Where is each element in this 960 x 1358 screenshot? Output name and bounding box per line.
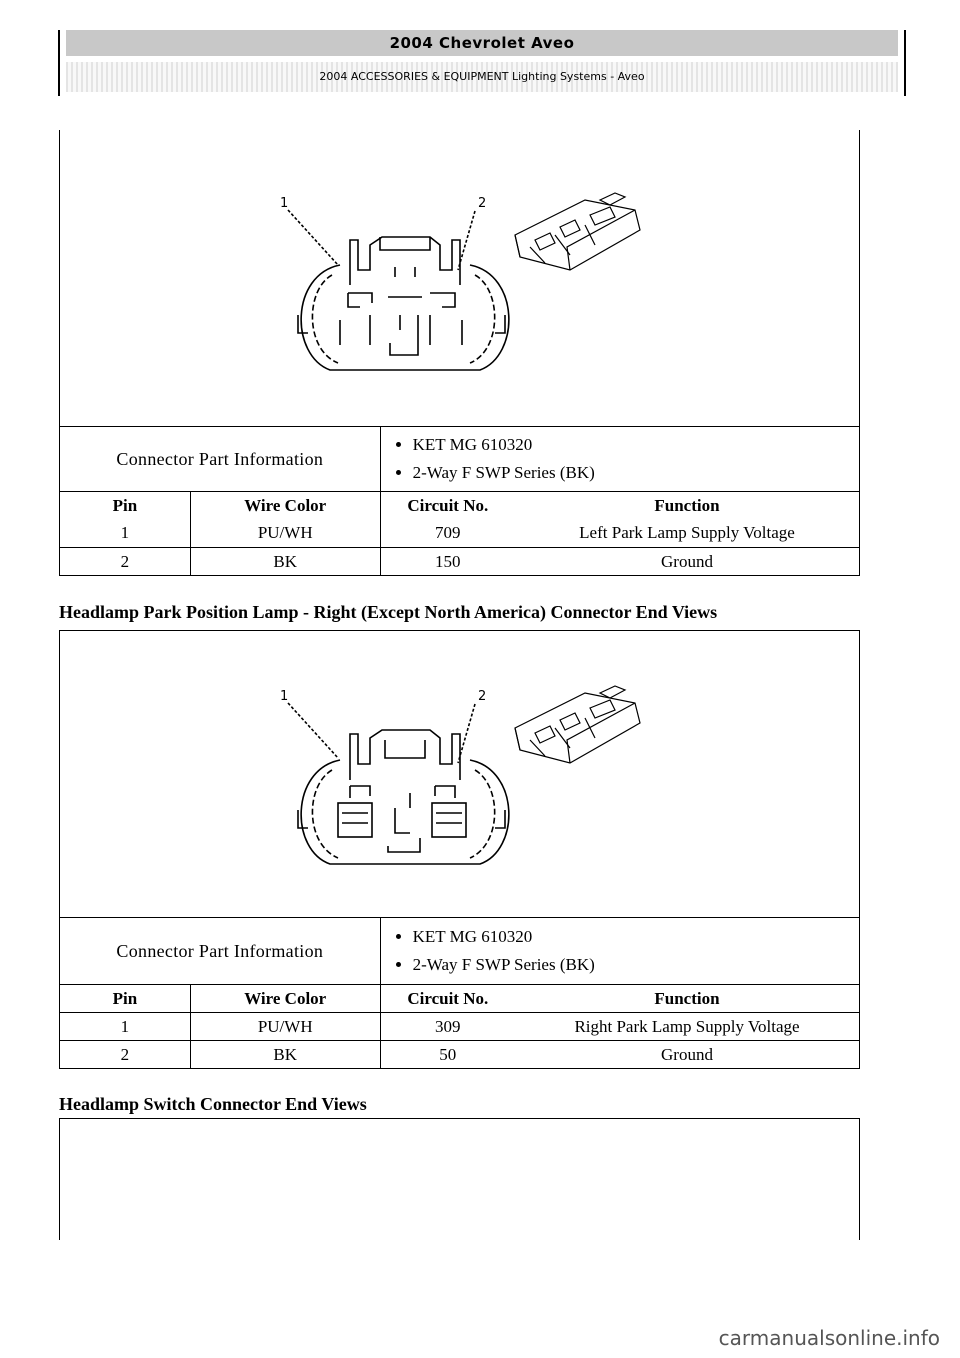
function-cell: Ground bbox=[515, 1041, 860, 1069]
table-row bbox=[60, 1013, 860, 1041]
part-info-item: • 2-Way F SWP Series (BK) bbox=[413, 459, 859, 487]
function-cell: Left Park Lamp Supply Voltage bbox=[515, 520, 860, 548]
connector-part-info-label: Connector Part Information bbox=[60, 427, 381, 492]
part-info-item: • KET MG 610320 bbox=[413, 923, 859, 951]
col-wire-color: Wire Color bbox=[190, 985, 380, 1013]
connector-table-1 bbox=[59, 426, 860, 576]
table-row bbox=[60, 1041, 860, 1069]
callout-2: 2 bbox=[478, 196, 487, 211]
pin-cell: 2 bbox=[60, 548, 191, 576]
document-title: 2004 Chevrolet Aveo bbox=[66, 30, 898, 56]
connector-diagram-1 bbox=[270, 175, 670, 385]
col-circuit-no: Circuit No. bbox=[380, 492, 515, 520]
pin-cell: 1 bbox=[60, 1013, 191, 1041]
pin-cell: 1 bbox=[60, 520, 191, 548]
col-function: Function bbox=[515, 985, 860, 1013]
watermark: carmanualsonline.info bbox=[718, 1326, 940, 1350]
function-cell: Ground bbox=[515, 548, 860, 576]
table-row bbox=[60, 548, 860, 576]
section-title-headlamp-switch: Headlamp Switch Connector End Views bbox=[59, 1094, 367, 1114]
table-row bbox=[60, 520, 860, 548]
col-circuit-no: Circuit No. bbox=[380, 985, 515, 1013]
pin-cell: 2 bbox=[60, 1041, 191, 1069]
col-pin: Pin bbox=[60, 985, 191, 1013]
header-rule-left bbox=[58, 30, 60, 96]
wire-color-cell: BK bbox=[190, 548, 380, 576]
col-function: Function bbox=[515, 492, 860, 520]
function-cell: Right Park Lamp Supply Voltage bbox=[515, 1013, 860, 1041]
circuit-cell: 709 bbox=[380, 520, 515, 548]
col-pin: Pin bbox=[60, 492, 191, 520]
connector-diagram-2 bbox=[270, 668, 670, 878]
wire-color-cell: BK bbox=[190, 1041, 380, 1069]
circuit-cell: 50 bbox=[380, 1041, 515, 1069]
header-rule-right bbox=[904, 30, 906, 96]
wire-color-cell: PU/WH bbox=[190, 1013, 380, 1041]
connector-part-info-list bbox=[380, 918, 859, 985]
part-info-item: • KET MG 610320 bbox=[413, 431, 859, 459]
callout-2: 2 bbox=[478, 689, 487, 704]
callout-1: 1 bbox=[280, 689, 289, 704]
connector-image-frame-3 bbox=[59, 1118, 860, 1240]
callout-1: 1 bbox=[280, 196, 289, 211]
document-subtitle: 2004 ACCESSORIES & EQUIPMENT Lighting Systems - Aveo bbox=[66, 62, 898, 92]
section-title: Headlamp Park Position Lamp - Right (Except North America) Connector End Views bbox=[59, 602, 718, 622]
col-wire-color: Wire Color bbox=[190, 492, 380, 520]
part-info-item: • 2-Way F SWP Series (BK) bbox=[413, 951, 859, 979]
connector-part-info-list bbox=[380, 427, 859, 492]
connector-part-info-label: Connector Part Information bbox=[60, 918, 381, 985]
circuit-cell: 150 bbox=[380, 548, 515, 576]
circuit-cell: 309 bbox=[380, 1013, 515, 1041]
wire-color-cell: PU/WH bbox=[190, 520, 380, 548]
